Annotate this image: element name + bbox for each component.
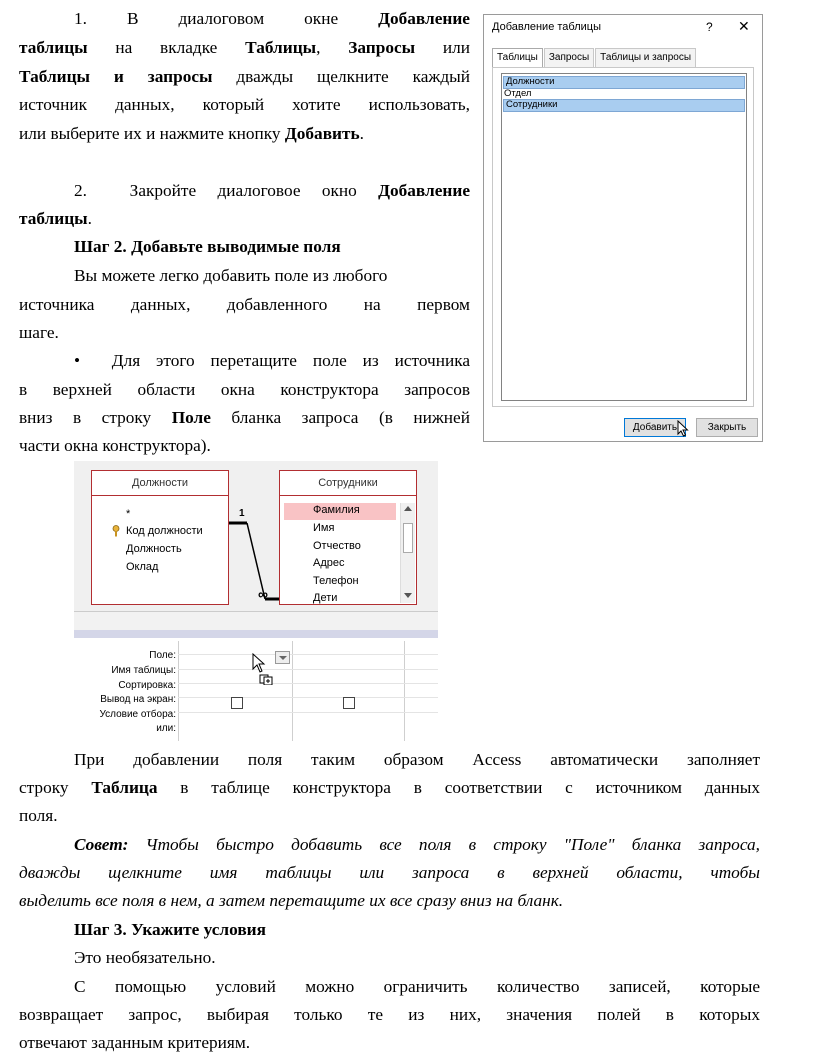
step3-line3: возвращает запрос, выбирая только те из них, значения полей в которых <box>19 1005 760 1024</box>
scroll-thumb[interactable] <box>403 523 413 553</box>
tip-line3: выделить все поля в нем, а затем перетащите их все сразу вниз на бланк. <box>19 891 564 910</box>
list-item[interactable]: Сотрудники <box>503 99 745 112</box>
grid-row-line <box>178 654 438 655</box>
grid-row-line <box>178 669 438 670</box>
field-item[interactable]: * <box>126 508 131 520</box>
field-item[interactable]: Дети <box>313 592 338 604</box>
para1-line3: Таблицы и запросы дважды щелкните каждый <box>19 67 470 86</box>
dialog-title: Добавление таблицы <box>492 21 601 33</box>
field-item[interactable]: Должность <box>126 543 182 555</box>
para1-number: 1. <box>74 9 87 28</box>
step3-line4: отвечают заданным критериям. <box>19 1033 251 1052</box>
step2-bullet-line3: вниз в строку Поле бланка запроса (в нижней <box>19 408 470 427</box>
step2-heading: Шаг 2. Добавьте выводимые поля <box>74 237 341 256</box>
after-line2: строку Таблица в таблице конструктора в соответствии с источником данных <box>19 778 760 797</box>
show-checkbox[interactable] <box>343 697 355 709</box>
field-item[interactable]: Имя <box>313 522 335 534</box>
step3-heading: Шаг 3. Укажите условия <box>74 920 266 939</box>
close-icon[interactable]: ✕ <box>738 18 750 34</box>
help-icon[interactable]: ? <box>706 20 713 34</box>
para2-line2: таблицы. <box>19 209 92 228</box>
grid-row-label: Сортировка: <box>118 680 176 691</box>
grid-row-line <box>178 712 438 713</box>
cursor-icon <box>677 420 689 437</box>
para1-line4: источник данных, который хотите использовать, <box>19 95 470 114</box>
relation-many: ∞ <box>258 586 268 602</box>
show-checkbox[interactable] <box>231 697 243 709</box>
para1-line5: или выберите их и нажмите кнопку Добавить. <box>19 124 364 143</box>
step3-line1: Это необязательно. <box>74 948 216 967</box>
step2-line3: шаге. <box>19 323 59 342</box>
step2-line2: источника данных, добавленного на первом <box>19 295 470 314</box>
step2-line1: Вы можете легко добавить поле из любого <box>74 266 388 285</box>
grid-column-line <box>178 641 179 741</box>
field-list-positions[interactable] <box>91 470 229 605</box>
tab-tables-and-queries[interactable]: Таблицы и запросы <box>595 48 696 68</box>
chevron-down-icon <box>279 656 287 660</box>
scroll-down-icon[interactable] <box>404 593 412 598</box>
relation-one: 1 <box>239 508 245 519</box>
scrollbar[interactable] <box>400 503 415 603</box>
field-item[interactable]: Телефон <box>313 575 359 587</box>
step2-bullet-line2: в верхней области окна конструктора запросов <box>19 380 470 399</box>
field-item[interactable]: Адрес <box>313 557 345 569</box>
tip-line1: Совет: Чтобы быстро добавить все поля в строку "Поле" бланка запроса, <box>74 835 760 854</box>
step2-bullet-line4: части окна конструктора). <box>19 436 211 455</box>
scroll-up-icon[interactable] <box>404 506 412 511</box>
tip-line2: дважды щелкните имя таблицы или запроса в верхней области, чтобы <box>19 863 760 882</box>
after-line3: поля. <box>19 806 58 825</box>
list-item[interactable]: Должности <box>503 76 745 89</box>
step3-line2: С помощью условий можно ограничить количество записей, которые <box>74 977 760 996</box>
field-dropdown[interactable] <box>275 651 290 664</box>
field-list-title[interactable]: Сотрудники <box>280 471 416 496</box>
key-icon <box>111 525 121 537</box>
query-designer <box>74 461 438 741</box>
field-item[interactable]: Отчество <box>313 540 361 552</box>
para1-line2: таблицы на вкладке Таблицы, Запросы или <box>19 38 470 57</box>
field-item[interactable]: Фамилия <box>313 504 360 516</box>
grid-row-label: Вывод на экран: <box>100 694 176 705</box>
add-table-dialog <box>483 14 763 442</box>
field-list-title[interactable]: Должности <box>92 471 228 496</box>
field-item[interactable]: Оклад <box>126 561 159 573</box>
grid-row-label: Условие отбора: <box>99 709 176 720</box>
table-list[interactable] <box>501 73 747 401</box>
tab-panel <box>492 67 754 407</box>
grid-row-label: Имя таблицы: <box>111 665 176 676</box>
grid-row-label: или: <box>156 723 176 734</box>
drag-cursor-icon <box>252 653 276 685</box>
para2-line1: 2. Закройте диалоговое окно Добавление <box>74 181 470 200</box>
grid-column-line <box>404 641 405 741</box>
close-button[interactable]: Закрыть <box>696 418 758 437</box>
bullet: • <box>74 351 81 370</box>
grid-column-line <box>292 641 293 741</box>
dialog-tabs <box>492 48 697 68</box>
field-item[interactable]: Код должности <box>126 525 203 537</box>
tab-tables[interactable]: Таблицы <box>492 48 543 68</box>
tip-label: Совет: <box>74 835 129 854</box>
add-button[interactable]: Добавить <box>624 418 686 437</box>
splitter-bar[interactable] <box>74 630 438 638</box>
step2-bullet-line1: • Для этого перетащите поле из источника <box>74 351 470 370</box>
field-list-employees[interactable] <box>279 470 417 605</box>
para1-line1: 1. В диалоговом окне Добавление <box>74 9 470 28</box>
grid-row-label: Поле: <box>149 650 176 661</box>
tab-queries[interactable]: Запросы <box>544 48 594 68</box>
para2-number: 2. <box>74 181 87 200</box>
list-item[interactable]: Отдел <box>504 87 532 99</box>
grid-row-line <box>178 683 438 684</box>
after-line1: При добавлении поля таким образом Access автоматически заполняет <box>74 750 760 769</box>
grid-row-line <box>178 697 438 698</box>
